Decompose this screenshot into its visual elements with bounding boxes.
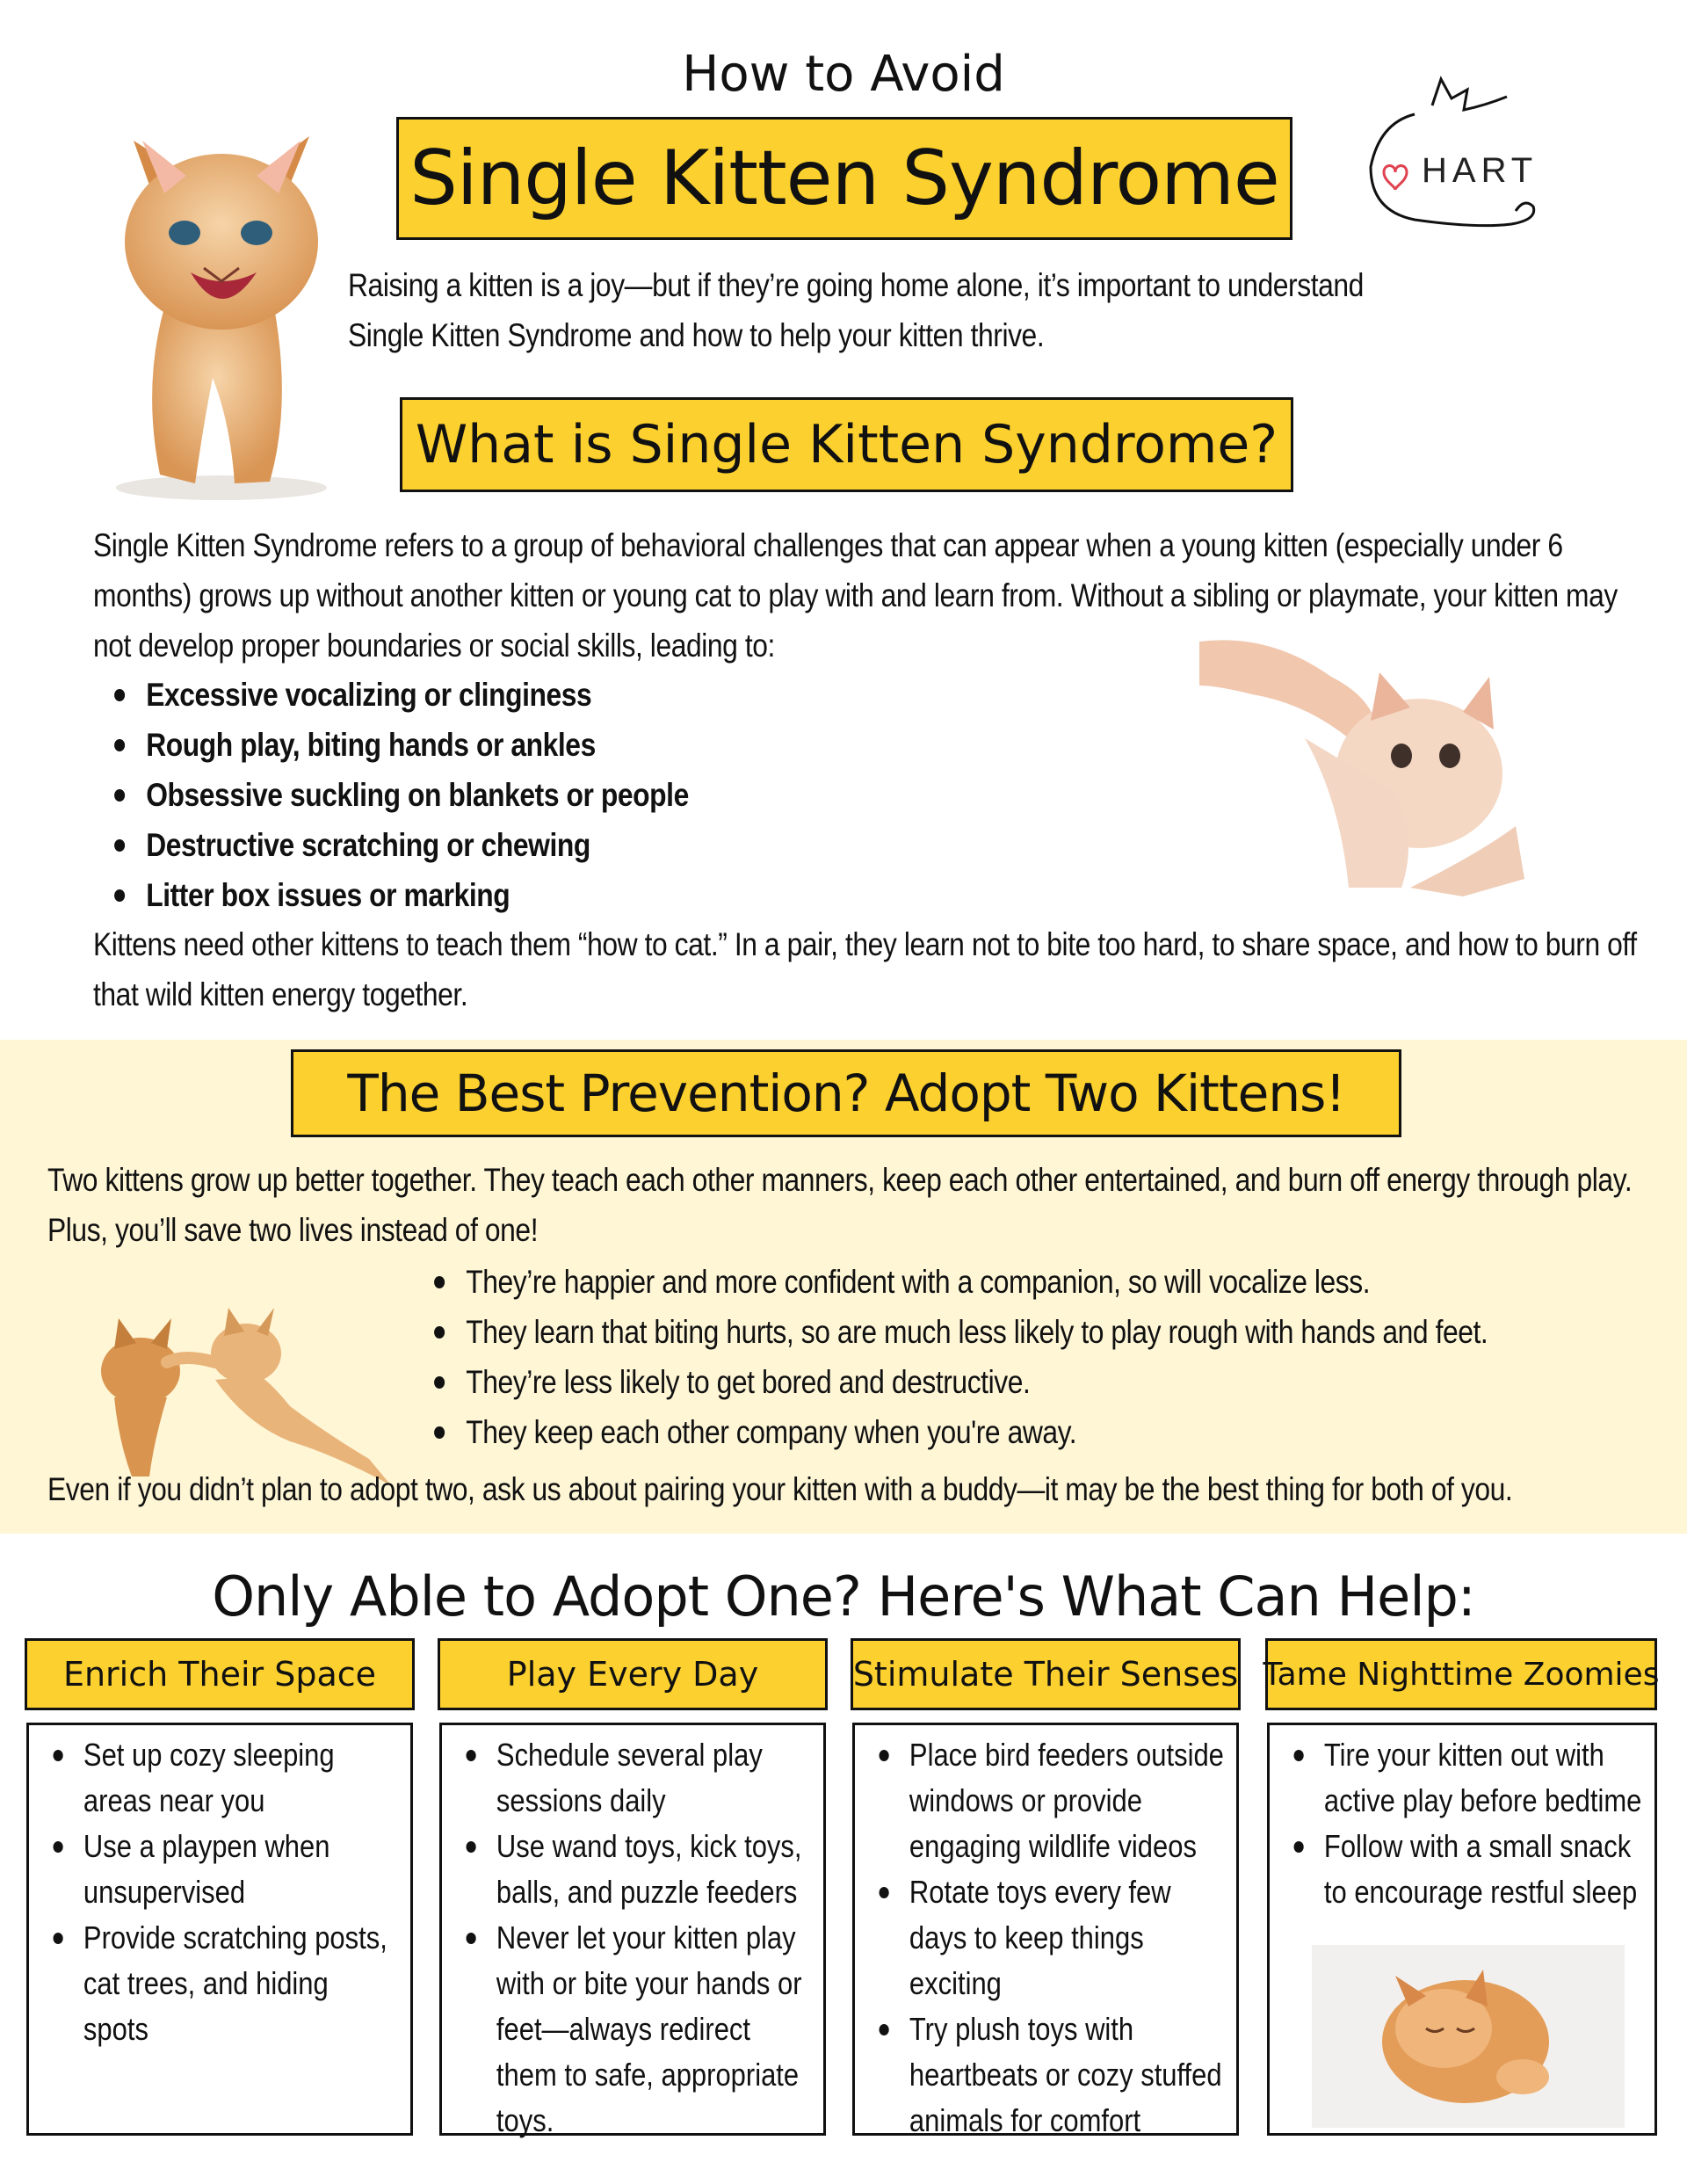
help-heading: Only Able to Adopt One? Here's What Can Help: [212,1564,1475,1629]
hart-logo [1353,70,1546,246]
list-item: Try plush toys with heartbeats or cozy stuffed animals for comfort [870,2006,1225,2144]
list-item: Obsessive suckling on blankets or people [93,770,1000,820]
column-title: Play Every Day [506,1655,759,1694]
tab-stimulate-senses [851,1638,1241,1710]
list-item: They keep each other company when you're away. [413,1407,1687,1457]
nighttime-zoomies-card [1267,1723,1657,2136]
stimulate-senses-card [852,1723,1239,2136]
tab-enrich-space [25,1638,415,1710]
list-item: Rough play, biting hands or ankles [93,720,1000,770]
play-every-day-card [439,1723,826,2136]
meowing-kitten-image [81,88,353,510]
list-item: They’re happier and more confident with a companion, so will vocalize less. [413,1257,1687,1307]
two-kittens-image [70,1301,404,1485]
what-heading: What is Single Kitten Syndrome? [415,414,1278,475]
column-title: Enrich Their Space [62,1655,377,1694]
list-item: Litter box issues or marking [93,870,1000,920]
benefits-list [413,1257,1687,1457]
list-item: Excessive vocalizing or clinginess [93,670,1000,720]
list-item: Rotate toys every few days to keep things exciting [870,1869,1225,2006]
list-item: Schedule several play sessions daily [457,1732,812,1824]
list-item: Provide scratching posts, cat trees, and hiding spots [44,1915,399,2052]
list-item: Destructive scratching or chewing [93,820,1000,870]
list-item: They’re less likely to get bored and destructive. [413,1357,1687,1407]
list-item: Place bird feeders outside windows or provide engaging wildlife videos [870,1732,1225,1869]
sleeping-kitten-image [1312,1945,1625,2128]
column-title: Tame Nighttime Zoomies [1263,1656,1660,1693]
list-item: Use wand toys, kick toys, balls, and puzzle feeders [457,1824,812,1915]
page-title: Single Kitten Syndrome [409,134,1279,222]
pretitle: How to Avoid [682,46,1005,103]
biting-kitten-image [1199,624,1542,901]
intro-text: Raising a kitten is a joy—but if they’re going home alone, it’s important to understand Single Kitten Syndrome and how to help your kitten thrive. [348,267,1364,353]
list-item: Set up cozy sleeping areas near you [44,1732,399,1824]
prevention-paragraph: Two kittens grow up better together. They teach each other manners, keep each other entertained, and burn off energy through play. Plus, you’ll save two lives instead of one! [47,1162,1633,1248]
prevention-heading-box [291,1049,1401,1137]
symptom-list [93,670,1000,920]
list-item: Never let your kitten play with or bite your hands or feet—always redirect them to safe, appropriate toys. [457,1915,812,2144]
column-title: Stimulate Their Senses [852,1655,1239,1694]
tab-play-every-day [438,1638,828,1710]
enrich-space-card [26,1723,413,2136]
list-item: Follow with a small snack to encourage restful sleep [1285,1824,1647,1915]
list-item: Tire your kitten out with active play before bedtime [1285,1732,1647,1824]
list-item: Use a playpen when unsupervised [44,1824,399,1915]
title-box [396,117,1292,240]
list-item: They learn that biting hurts, so are much less likely to play rough with hands and feet. [413,1307,1687,1357]
logo-text: HART [1422,151,1539,190]
what-paragraph: Single Kitten Syndrome refers to a group of behavioral challenges that can appear when a young kitten (especially under 6 months) grows up without another kitten or young cat to play with and learn from. Without a sibling or playmate, your kitten may not develop proper boundaries or social skills, leading to: [93,527,1618,664]
what-closing: Kittens need other kittens to teach them “how to cat.” In a pair, they learn not to bite too hard, to share space, and how to burn off that wild kitten energy together. [93,926,1637,1012]
tab-nighttime-zoomies [1263,1638,1660,1710]
prevention-closing: Even if you didn’t plan to adopt two, ask us about pairing your kitten with a buddy—it may be the best thing for both of you. [47,1471,1513,1507]
prevention-heading: The Best Prevention? Adopt Two Kittens! [347,1063,1345,1123]
what-heading-box [400,397,1293,492]
